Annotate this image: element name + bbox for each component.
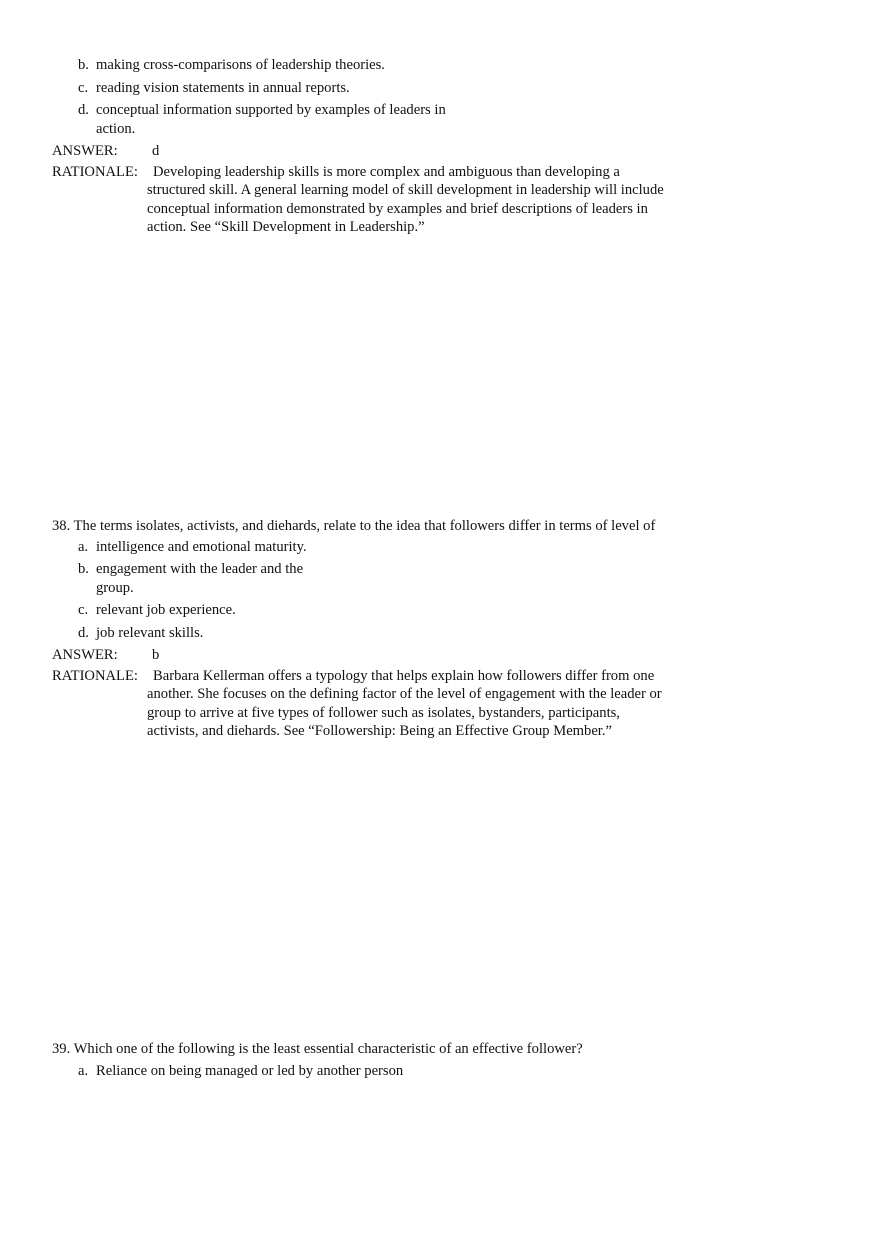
option-letter: d. bbox=[78, 624, 89, 641]
option-text: making cross-comparisons of leadership theories. bbox=[96, 57, 385, 73]
option-letter: b. bbox=[78, 561, 89, 577]
option-text: relevant job experience. bbox=[96, 602, 236, 618]
rationale-label: RATIONALE: bbox=[52, 667, 138, 684]
answer-line bbox=[52, 142, 880, 161]
answer-line bbox=[52, 646, 880, 665]
answer-label: ANSWER: bbox=[52, 143, 118, 159]
option-b bbox=[78, 56, 496, 75]
option-a bbox=[78, 1062, 496, 1081]
question-39-block bbox=[0, 1040, 880, 1080]
option-c bbox=[78, 601, 496, 620]
option-letter: c. bbox=[78, 79, 89, 96]
rationale bbox=[52, 667, 672, 741]
option-letter: b. bbox=[78, 57, 89, 73]
rationale-text: Barbara Kellerman offers a typology that helps explain how followers differ from one another. She focuses on the defining factor of the level of engagement with the leader or group to arrive at five types of follower such as isolates, bystanders, participants, activists, and diehards. See “Followership: Being an Effective Group Member.” bbox=[147, 667, 662, 739]
option-text: engagement with the leader and the group. bbox=[96, 561, 304, 596]
option-text: job relevant skills. bbox=[96, 624, 204, 641]
rationale-text: Developing leadership skills is more complex and ambiguous than developing a structured skill. A general learning model of skill development in leadership will include conceptual information demonstrated by examples and brief descriptions of leaders in action. See “Skill Development in Leadership.” bbox=[147, 163, 664, 235]
option-text: reading vision statements in annual reports. bbox=[96, 79, 350, 96]
answer-value: d bbox=[152, 143, 160, 159]
rationale bbox=[52, 163, 672, 237]
option-c bbox=[78, 79, 496, 98]
option-d bbox=[78, 101, 481, 138]
option-letter: a. bbox=[78, 538, 89, 555]
answer-value: b bbox=[152, 647, 160, 663]
option-letter: d. bbox=[78, 102, 89, 118]
option-text: Reliance on being managed or led by another person bbox=[96, 1062, 404, 1079]
question-text: 38. The terms isolates, activists, and diehards, relate to the idea that followers differ in terms of level of bbox=[52, 518, 656, 534]
answer-label: ANSWER: bbox=[52, 647, 118, 663]
option-b bbox=[78, 560, 336, 597]
question-37-block bbox=[0, 56, 880, 237]
question-text: 39. Which one of the following is the least essential characteristic of an effective follower? bbox=[52, 1041, 583, 1057]
option-a bbox=[78, 538, 496, 557]
option-d bbox=[78, 624, 496, 643]
question-38-block bbox=[0, 517, 880, 741]
option-text: intelligence and emotional maturity. bbox=[96, 538, 307, 555]
option-text: conceptual information supported by examples of leaders in action. bbox=[96, 102, 446, 137]
rationale-label: RATIONALE: bbox=[52, 163, 138, 180]
option-letter: c. bbox=[78, 602, 89, 618]
option-letter: a. bbox=[78, 1062, 89, 1079]
